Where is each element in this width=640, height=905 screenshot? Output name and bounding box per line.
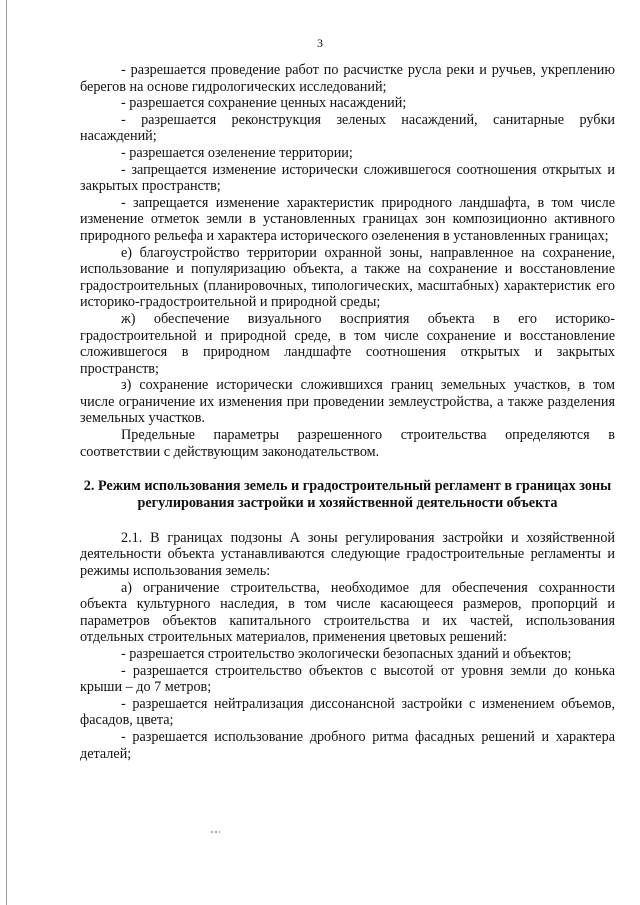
paragraph-dissonant-neutralization: - разрешается нейтрализация диссонансной застройки с изменением объемов, фасадов, цвета; xyxy=(80,695,615,729)
page-number: 3 xyxy=(317,36,323,50)
paragraph-river-cleanup: - разрешается проведение работ по расчистке русла реки и ручьев, укреплению берегов на основе гидрологических исследований; xyxy=(80,62,615,95)
paragraph-item-e: е) благоустройство территории охранной зоны, направленное на сохранение, использование и популяризацию объекта, а также на сохранение и восстановление градостроительных (планировочных, типологических, масштабных) характеристик его историко-градостроительной и природной среды; xyxy=(80,244,615,311)
document-body xyxy=(80,62,615,762)
paragraph-item-zh: ж) обеспечение визуального восприятия объекта в его историко-градостроительной и природной среде, в том числе сохранение и восстановление сложившегося в природном ландшафте соотношения открытых и закрытых пространств; xyxy=(80,310,615,377)
paragraph-item-z: з) сохранение исторически сложившихся границ земельных участков, в том числе ограничение их изменения при проведении землеустройства, а также разделения земельных участков. xyxy=(80,377,615,427)
paragraph-item-a: а) ограничение строительства, необходимое для обеспечения сохранности объекта культурного наследия, в том числе касающееся размеров, пропорций и параметров объектов капитального строительства и их частей, использования отдельных строительных материалов, применения цветовых решений: xyxy=(80,579,615,646)
paragraph-clause-2-1: 2.1. В границах подзоны А зоны регулирования застройки и хозяйственной деятельности объекта устанавливаются следующие градостроительные регламенты и режимы использования земель: xyxy=(80,529,615,580)
paragraph-height-limit: - разрешается строительство объектов с высотой от уровня земли до конька крыши – до 7 метров; xyxy=(80,662,615,696)
paragraph-eco-buildings: - разрешается строительство экологически безопасных зданий и объектов; xyxy=(121,646,572,662)
paragraph-construction-limits: Предельные параметры разрешенного строительства определяются в соответствии с действующим законодательством. xyxy=(80,427,615,460)
paragraph-landscaping: - разрешается озеленение территории; xyxy=(121,144,353,161)
scan-edge-line xyxy=(6,0,7,905)
paragraph-facade-rhythm: - разрешается использование дробного ритма фасадных решений и характера деталей; xyxy=(80,728,615,762)
scan-speck xyxy=(210,830,220,834)
paragraph-landscape-change-ban: - запрещается изменение характеристик природного ландшафта, в том числе изменение отметок земли в установленных границах зон композиционно активного природного рельефа и характера исторического озеленения в установленных границах; xyxy=(80,194,615,244)
paragraph-valuable-plantings: - разрешается сохранение ценных насаждений; xyxy=(121,95,407,112)
paragraph-spaces-ratio-ban: - запрещается изменение исторически сложившегося соотношения открытых и закрытых пространств; xyxy=(80,161,615,195)
paragraph-green-reconstruction: - разрешается реконструкция зеленых насаждений, санитарные рубки насаждений; xyxy=(80,111,615,145)
section-heading: 2. Режим использования земель и градостроительный регламент в границах зоны регулирования застройки и хозяйственной деятельности объекта xyxy=(83,478,612,512)
